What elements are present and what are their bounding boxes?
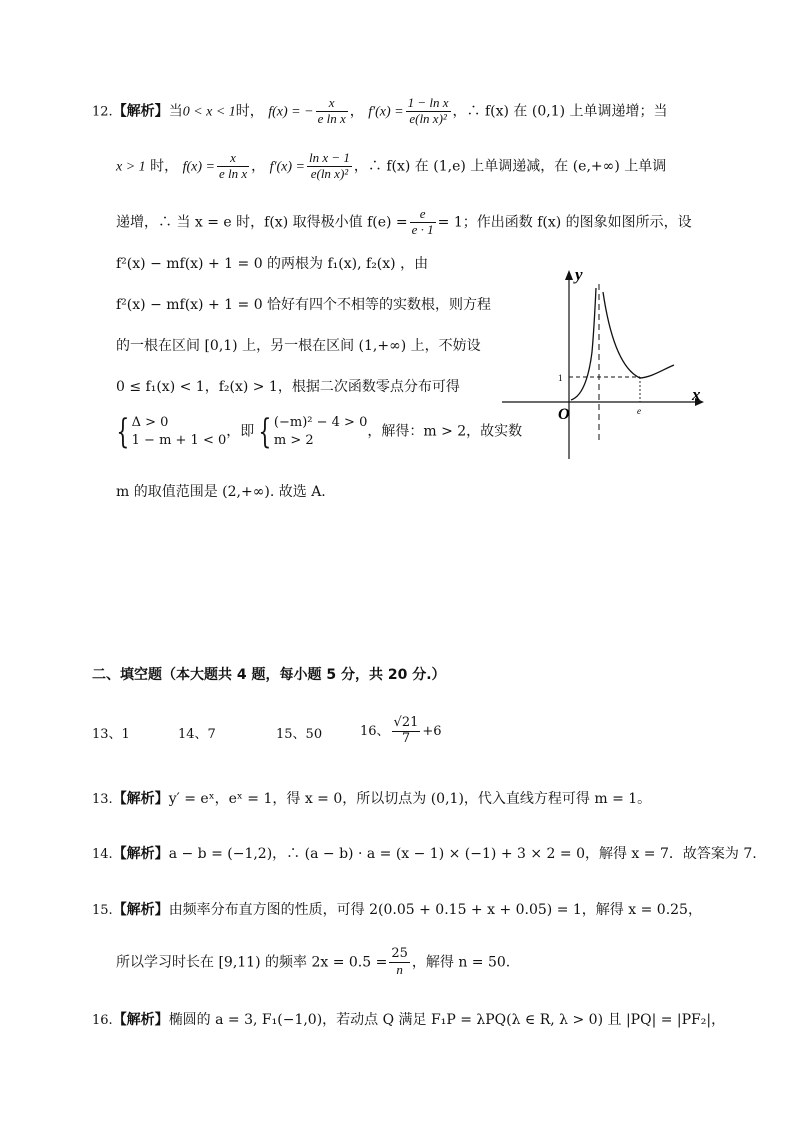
q13-tag: 【解析】 — [112, 791, 169, 807]
q12-text: ，∴ f(x) 在 (1,e) 上单调递减，在 (e,+∞) 上单调 — [353, 158, 667, 175]
q12-line-8 — [112, 411, 523, 452]
q12-text: ，解得：m > 2，故实数 — [367, 423, 523, 440]
function-graph — [498, 264, 718, 464]
q14-tag: 【解析】 — [112, 846, 169, 862]
q16-number: 16. — [92, 1013, 113, 1028]
q12-fraction: $\frac{x}{\text{e ln x}}$ — [317, 95, 346, 126]
inequality-system-2: (−m)² − 4 > 0 m > 2 — [273, 415, 368, 448]
q15-number: 15. — [92, 903, 113, 918]
q12-text: 当 — [168, 103, 183, 120]
answer-16-fraction: $\frac{√21}{7}$ — [393, 715, 419, 746]
y-axis-arrow — [565, 270, 573, 280]
q15-text: 由频率分布直方图的性质，可得 2(0.05 + 0.15 + x + 0.05) = 1，解得 x = 0.25， — [168, 902, 702, 918]
q12-line-6: 的一根在区间 [0,1) 上，另一根在区间 (1,+∞) 上，不妨设 — [116, 338, 481, 354]
answer-13: 13、1 — [92, 727, 130, 742]
e-label: e — [637, 406, 641, 416]
answer-14: 14、7 — [178, 727, 216, 742]
origin-label: O — [558, 406, 570, 423]
q12-condition: x > 1 — [116, 159, 146, 175]
q16-line — [92, 1012, 725, 1029]
brace: { — [258, 411, 272, 452]
q12-line-7: 0 ≤ f₁(x) < 1，f₂(x) > 1，根据二次函数零点分布可得 — [116, 379, 460, 395]
q12-tag: 【解析】 — [112, 103, 169, 120]
q12-fraction: $\frac{\text{1 − ln x}}{\text{e(ln x)²}}$ — [407, 95, 449, 126]
q12-text: 时， — [235, 103, 264, 120]
q16-tag: 【解析】 — [112, 1012, 169, 1028]
q13-line — [92, 791, 651, 808]
q12-text: = 1；作出函数 f(x) 的图象如图所示，设 — [437, 214, 692, 231]
q12-formula: f(x) = — [182, 159, 215, 175]
q12-text: ， — [251, 158, 266, 175]
q12-line-4: f²(x) − mf(x) + 1 = 0 的两根为 f₁(x), f₂(x) ，由 — [116, 256, 429, 272]
q15-line-1 — [92, 902, 702, 919]
q12-text: ， — [349, 103, 364, 120]
q12-formula: f(x) = − — [268, 104, 314, 120]
q12-text: 递增，∴ 当 x = e 时，f(x) 取得极小值 f(e) = — [116, 214, 408, 231]
y-axis-label: y — [575, 265, 583, 284]
q12-fraction: $\frac{x}{\text{e ln x}}$ — [218, 150, 248, 181]
q13-text: y′ = eˣ，eˣ = 1，得 x = 0，所以切点为 (0,1)，代入直线方程可得 m = 1。 — [168, 791, 652, 807]
q12-fraction: $\frac{\text{ln x − 1}}{\text{e(ln x)²}}$ — [309, 150, 350, 181]
q12-line-9: m 的取值范围是 (2,+∞). 故选 A. — [116, 484, 326, 500]
answer-16-suffix: +6 — [422, 723, 442, 739]
curve-left-branch — [571, 288, 596, 400]
q12-formula: f′(x) = — [269, 159, 305, 175]
section-title: 二、填空题（本大题共 4 题，每小题 5 分，共 20 分.） — [92, 667, 446, 683]
q15-text: ，解得 n = 50. — [411, 954, 511, 971]
brace: { — [116, 411, 130, 452]
q14-number: 14. — [92, 847, 113, 862]
one-label: 1 — [558, 373, 563, 383]
q12-text: ，即 — [226, 423, 255, 440]
q16-text: 椭圆的 a = 3, F₁(−1,0)，若动点 Q 满足 F₁P = λPQ(λ ∈ R, λ > 0) 且 |PQ| = |PF₂|， — [168, 1012, 726, 1028]
q12-line-1 — [92, 96, 668, 127]
q15-line-2 — [116, 947, 510, 978]
q12-line-3 — [116, 207, 692, 238]
q12-text: 时， — [150, 158, 179, 175]
q12-fraction: $\frac{e}{e \cdot 1}$ — [411, 206, 434, 237]
q12-line-5: f²(x) − mf(x) + 1 = 0 恰好有四个不相等的实数根，则方程 — [116, 297, 492, 313]
q15-tag: 【解析】 — [112, 902, 169, 918]
q15-fraction: $\frac{25}{n}$ — [391, 946, 408, 977]
q12-text: ，∴ f(x) 在 (0,1) 上单调递增；当 — [452, 103, 668, 120]
answer-16-prefix: 16、 — [360, 723, 390, 739]
answer-16 — [360, 716, 442, 747]
x-axis-label: x — [692, 385, 701, 404]
q13-number: 13. — [92, 792, 113, 807]
answer-15: 15、50 — [276, 727, 323, 742]
q12-line-2 — [116, 151, 666, 182]
q12-formula: f′(x) = — [368, 104, 404, 120]
q14-text: a − b = (−1,2)，∴ (a − b) · a = (x − 1) × (−1) + 3 × 2 = 0，解得 x = 7．故答案为 7. — [168, 846, 757, 862]
q12-condition: 0 < x < 1 — [182, 104, 236, 120]
q14-line — [92, 846, 757, 863]
inequality-system-1: Δ > 0 1 − m + 1 < 0 — [131, 415, 227, 448]
q12-number: 12. — [92, 104, 113, 120]
q15-text: 所以学习时长在 [9,11) 的频率 2x = 0.5 = — [116, 954, 388, 971]
curve-right-branch — [603, 292, 674, 378]
